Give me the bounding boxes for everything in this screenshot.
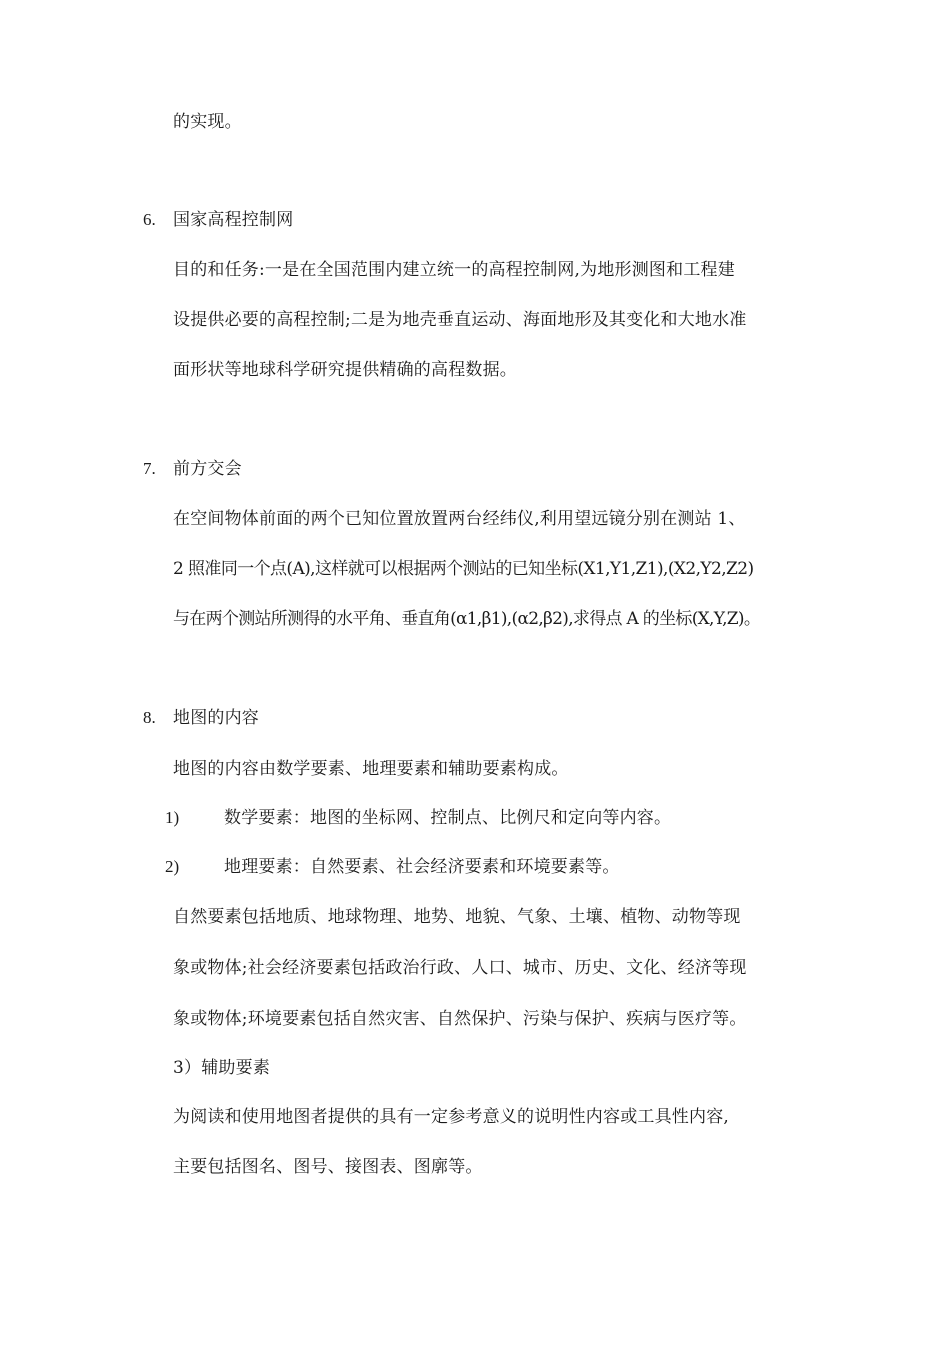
detail-line: 象或物体;社会经济要素包括政治行政、人口、城市、历史、文化、经济等现 bbox=[173, 958, 747, 978]
list-marker: 1) bbox=[165, 808, 180, 827]
list-marker: 2) bbox=[165, 857, 180, 876]
section-7-line: 与在两个测站所测得的水平角、垂直角(α1,β1),(α2,β2),求得点 A 的坐标(X,Y,Z)。 bbox=[173, 609, 761, 629]
section-6-line: 目的和任务:一是在全国范围内建立统一的高程控制网,为地形测图和工程建 bbox=[173, 260, 735, 280]
list-item-text: 数学要素：地图的坐标网、控制点、比例尺和定向等内容。 bbox=[224, 808, 672, 828]
detail-line: 象或物体;环境要素包括自然灾害、自然保护、污染与保护、疾病与医疗等。 bbox=[173, 1009, 747, 1029]
sub-heading: 3）辅助要素 bbox=[173, 1058, 271, 1078]
closing-line: 为阅读和使用地图者提供的具有一定参考意义的说明性内容或工具性内容, bbox=[173, 1107, 730, 1127]
section-8-heading: 地图的内容 bbox=[173, 708, 259, 728]
section-8-number: 8. bbox=[143, 708, 156, 727]
section-7-line: 2 照准同一个点(A),这样就可以根据两个测站的已知坐标(X1,Y1,Z1),(X2,Y2,Z2) bbox=[173, 559, 754, 579]
section-6-number: 6. bbox=[143, 210, 156, 229]
section-6-heading: 国家高程控制网 bbox=[173, 210, 294, 230]
section-7-heading: 前方交会 bbox=[173, 459, 242, 479]
closing-line: 主要包括图名、图号、接图表、图廓等。 bbox=[173, 1157, 483, 1177]
detail-line: 自然要素包括地质、地球物理、地势、地貌、气象、土壤、植物、动物等现 bbox=[173, 907, 741, 927]
list-item-text: 地理要素：自然要素、社会经济要素和环境要素等。 bbox=[224, 857, 620, 877]
section-6-line: 面形状等地球科学研究提供精确的高程数据。 bbox=[173, 360, 517, 380]
section-7-number: 7. bbox=[143, 459, 156, 478]
section-6-line: 设提供必要的高程控制;二是为地壳垂直运动、海面地形及其变化和大地水准 bbox=[173, 310, 747, 330]
intro-fragment: 的实现。 bbox=[173, 112, 242, 132]
section-7-line: 在空间物体前面的两个已知位置放置两台经纬仪,利用望远镜分别在测站 1、 bbox=[173, 509, 746, 529]
section-8-intro: 地图的内容由数学要素、地理要素和辅助要素构成。 bbox=[173, 759, 569, 779]
